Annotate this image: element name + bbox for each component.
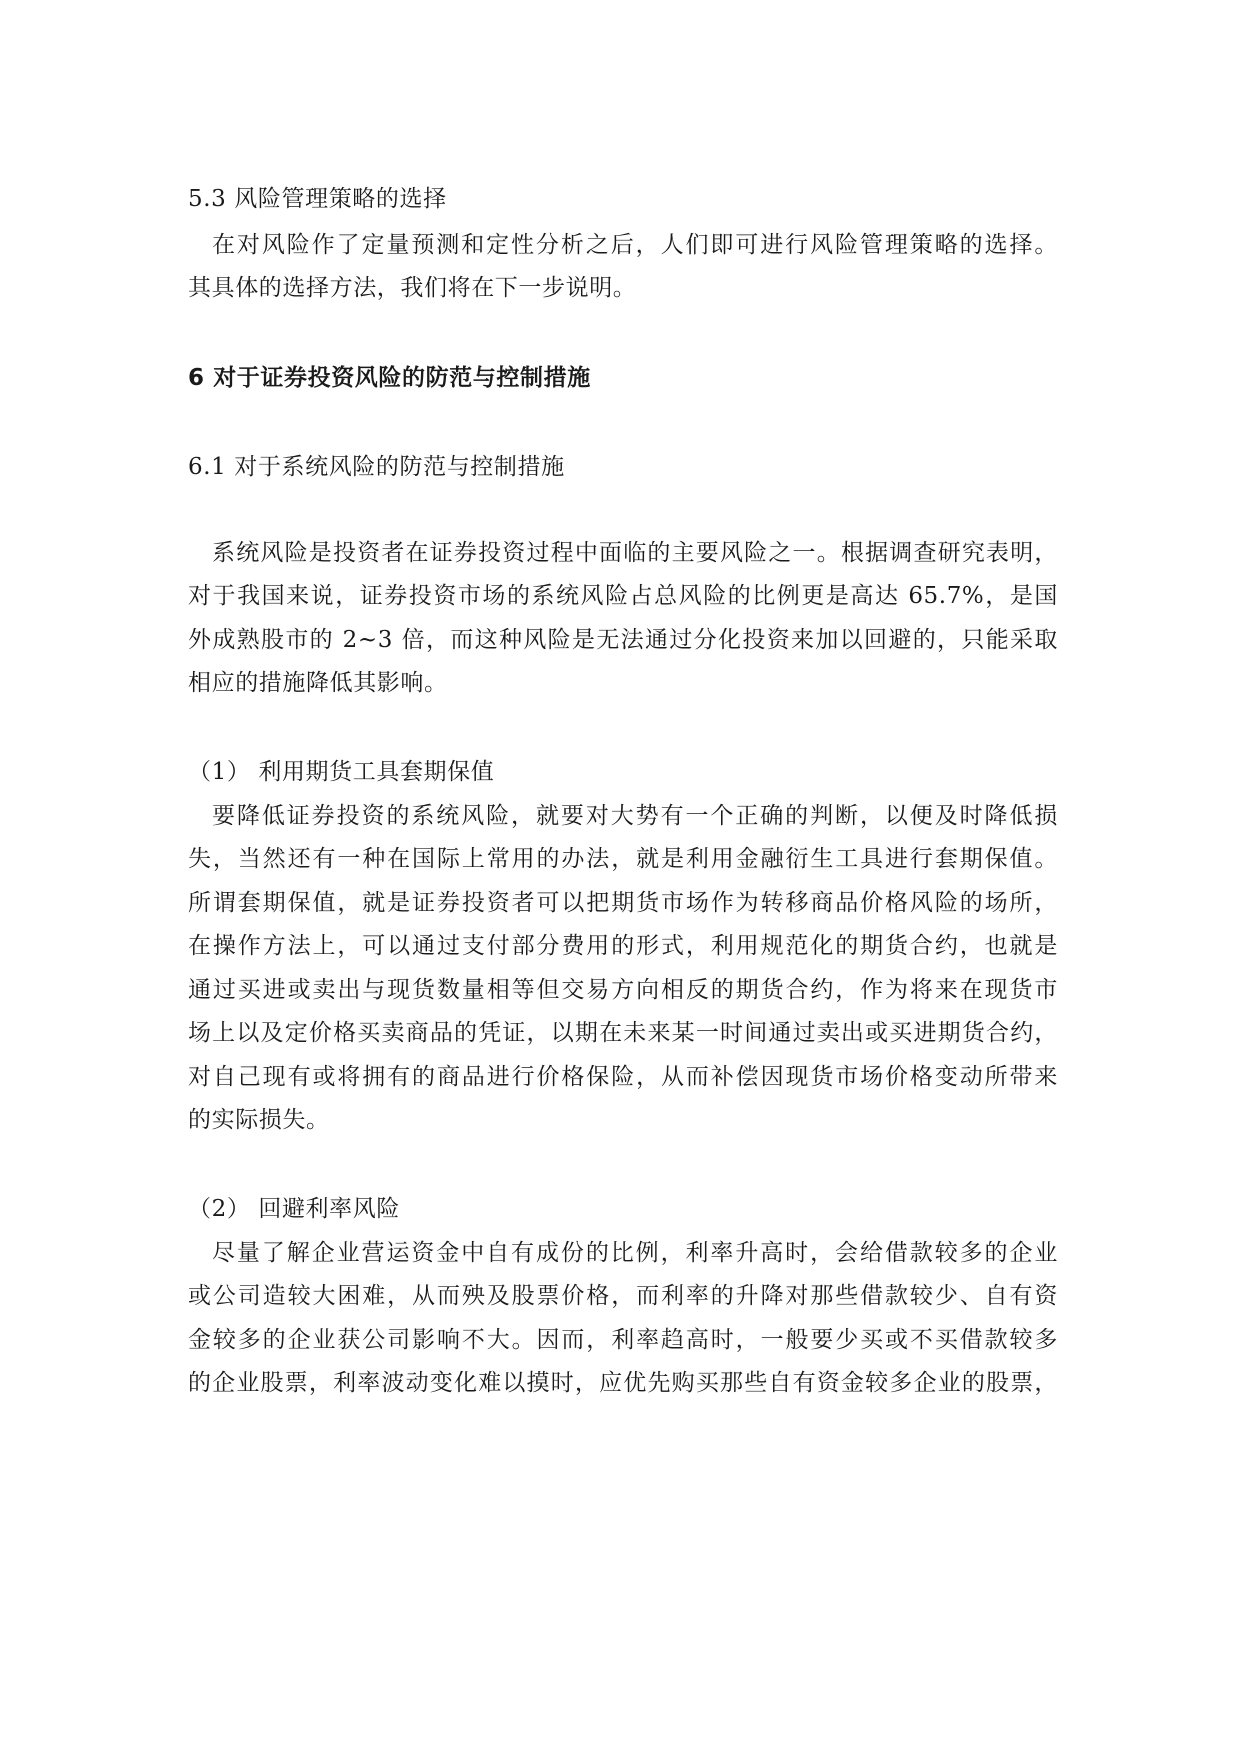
paragraph-line: 系统风险是投资者在证券投资过程中面临的主要风险之一。根据调查研究表明， [212, 540, 1058, 566]
item-heading-2: （2） 回避利率风险 [188, 1196, 400, 1222]
paragraph-line: 通过买进或卖出与现货数量相等但交易方向相反的期货合约，作为将来在现货市 [188, 977, 1058, 1003]
paragraph-line: 对自己现有或将拥有的商品进行价格保险，从而补偿因现货市场价格变动所带来 [188, 1064, 1058, 1090]
item-heading-1: （1） 利用期货工具套期保值 [188, 759, 495, 785]
paragraph-line: 在操作方法上，可以通过支付部分费用的形式，利用规范化的期货合约，也就是 [188, 933, 1058, 959]
section-heading-6-1: 6.1 对于系统风险的防范与控制措施 [188, 454, 565, 480]
paragraph-line: 相应的措施降低其影响。 [188, 670, 448, 696]
paragraph-line: 其具体的选择方法，我们将在下一步说明。 [188, 275, 637, 301]
paragraph-line: 所谓套期保值，就是证券投资者可以把期货市场作为转移商品价格风险的场所， [188, 890, 1058, 916]
paragraph-line: 场上以及定价格买卖商品的凭证，以期在未来某一时间通过卖出或买进期货合约， [188, 1020, 1058, 1046]
paragraph-line: 外成熟股市的 2~3 倍，而这种风险是无法通过分化投资来加以回避的，只能采取 [188, 627, 1058, 653]
paragraph-line: 的企业股票，利率波动变化难以摸时，应优先购买那些自有资金较多企业的股票， [188, 1370, 1058, 1396]
paragraph-line: 的实际损失。 [188, 1107, 330, 1133]
section-heading-6: 6 对于证券投资风险的防范与控制措施 [188, 365, 591, 391]
paragraph-line: 对于我国来说，证券投资市场的系统风险占总风险的比例更是高达 65.7%，是国 [188, 583, 1058, 609]
paragraph-line: 要降低证券投资的系统风险，就要对大势有一个正确的判断，以便及时降低损 [212, 803, 1058, 829]
section-heading-5-3: 5.3 风险管理策略的选择 [188, 186, 447, 212]
paragraph-line: 或公司造较大困难，从而殃及股票价格，而利率的升降对那些借款较少、自有资 [188, 1283, 1058, 1309]
paragraph-line: 尽量了解企业营运资金中自有成份的比例，利率升高时，会给借款较多的企业 [212, 1240, 1058, 1266]
paragraph-line: 金较多的企业获公司影响不大。因而，利率趋高时，一般要少买或不买借款较多 [188, 1327, 1058, 1353]
paragraph-line: 在对风险作了定量预测和定性分析之后，人们即可进行风险管理策略的选择。 [212, 232, 1058, 258]
paragraph-line: 失，当然还有一种在国际上常用的办法，就是利用金融衍生工具进行套期保值。 [188, 846, 1058, 872]
